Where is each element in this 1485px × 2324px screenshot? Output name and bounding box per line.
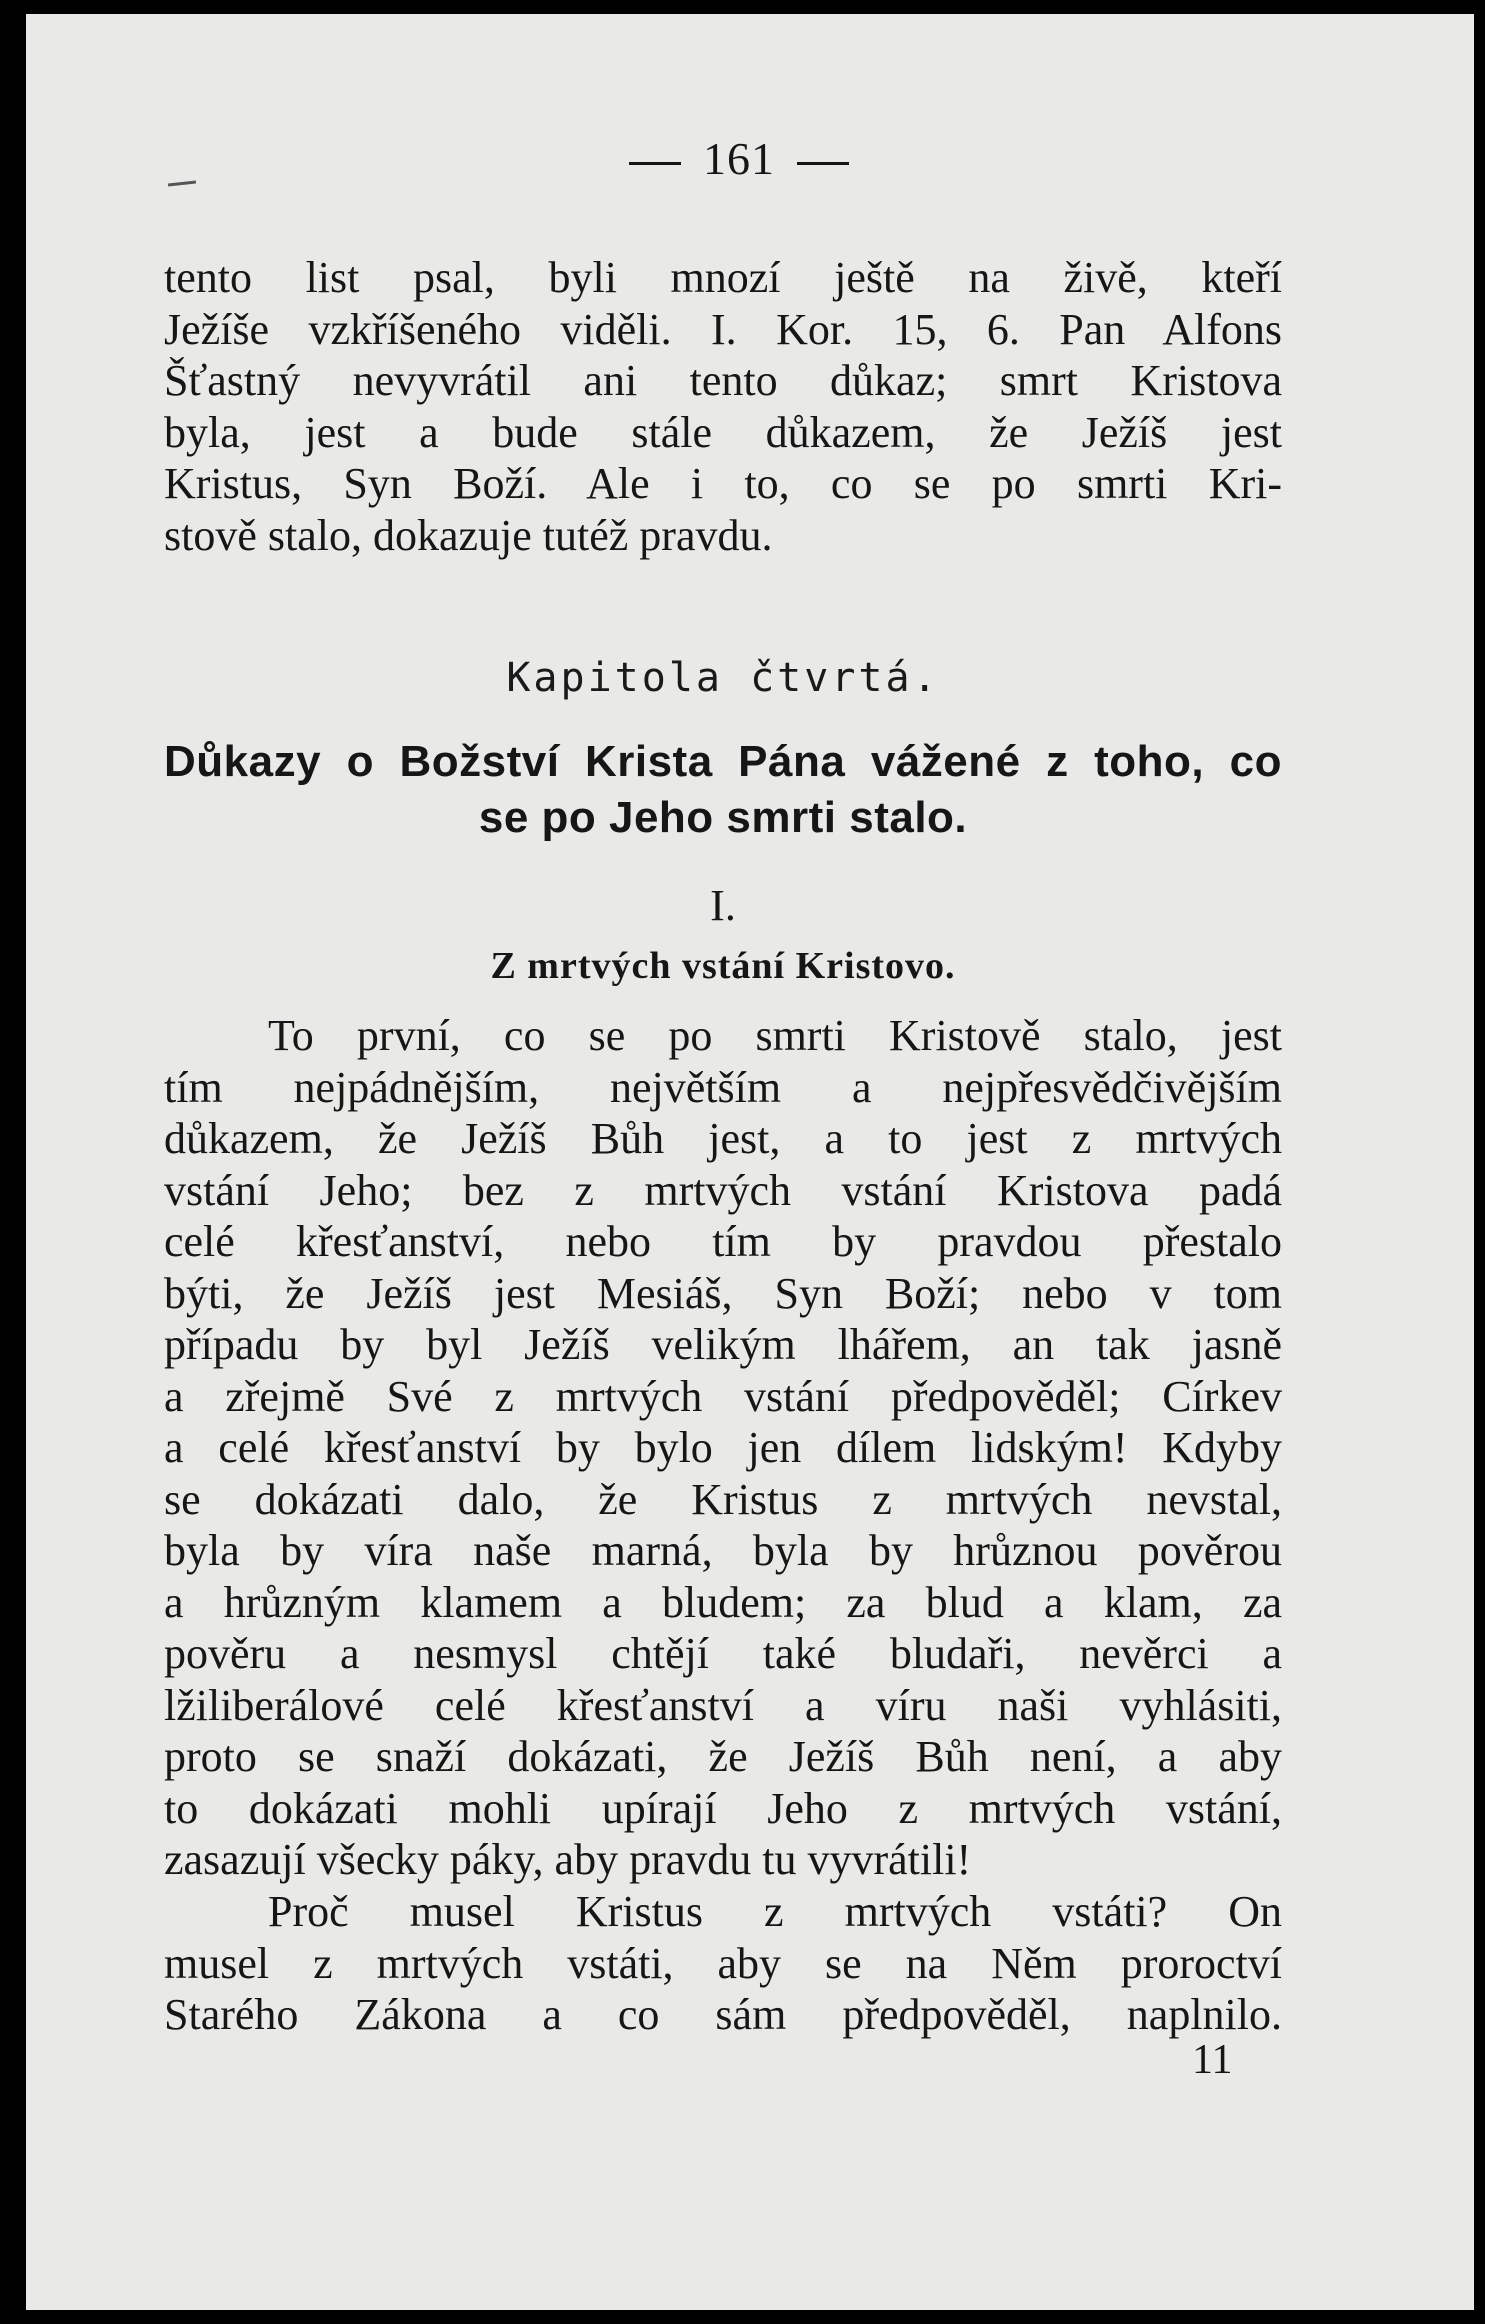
text-line: lžiliberálové celé křesťanství a víru naši vyhlásiti, xyxy=(164,1680,1282,1730)
text-line: se dokázati dalo, že Kristus z mrtvých nevstal, xyxy=(164,1474,1282,1524)
text-line: Šťastný nevyvrátil ani tento důkaz; smrt Kristova xyxy=(164,356,1282,405)
text-line: a celé křesťanství by bylo jen dílem lidským! Kdyby xyxy=(164,1423,1282,1472)
section-title: Z mrtvých vstání Kristovo. xyxy=(490,945,956,987)
text-line: celé křesťanství, nebo tím by pravdou přestalo xyxy=(164,1217,1282,1266)
text-line: proto se snaží dokázati, že Ježíš Bůh není, a aby xyxy=(164,1732,1282,1781)
heading-line-1: Důkazy o Božství Krista Pána vážené z toho, co xyxy=(164,737,1282,786)
text-line: býti, že Ježíš jest Mesiáš, Syn Boží; nebo v tom xyxy=(164,1268,1282,1318)
text-line: byla, jest a bude stále důkazem, že Ježíš jest xyxy=(164,407,1282,457)
text-line: důkazem, že Ježíš Bůh jest, a to jest z mrtvých xyxy=(164,1114,1282,1163)
text-line: Ježíše vzkříšeného viděli. I. Kor. 15, 6. Pan Alfons xyxy=(164,304,1282,354)
text-line: to dokázati mohli upírají Jeho z mrtvých vstání, xyxy=(164,1783,1282,1833)
text-line: tím nejpádnějším, největším a nejpřesvědčivějším xyxy=(164,1062,1282,1112)
dash-right xyxy=(797,162,849,165)
signature-mark: 11 xyxy=(1192,2037,1233,2083)
text-line: tento list psal, byli mnozí ještě na živě, kteří xyxy=(164,253,1282,302)
text-line: Starého Zákona a co sám předpověděl, naplnilo. xyxy=(164,1990,1282,2039)
text-line: To první, co se po smrti Kristově stalo, jest xyxy=(268,1011,1282,1060)
text-line: pověru a nesmysl chtějí také bludaři, nevěrci a xyxy=(164,1629,1282,1678)
heading-line-2: se po Jeho smrti stalo. xyxy=(478,793,968,842)
text-line: vstání Jeho; bez z mrtvých vstání Kristova padá xyxy=(164,1165,1282,1215)
book-page xyxy=(26,14,1474,2310)
text-line: Kristus, Syn Boží. Ale i to, co se po smrti Kri- xyxy=(164,459,1282,508)
paragraph-top xyxy=(164,252,1282,561)
page-number xyxy=(164,132,1314,185)
page-number-text: 161 xyxy=(703,133,775,184)
text-line: stově stalo, dokazuje tutéž pravdu. xyxy=(164,510,773,560)
section-number: I. xyxy=(710,881,736,930)
text-line: a hrůzným klamem a bludem; za blud a klam, za xyxy=(164,1577,1282,1627)
text-line: byla by víra naše marná, byla by hrůznou pověrou xyxy=(164,1526,1282,1575)
text-line: Proč musel Kristus z mrtvých vstáti? On xyxy=(268,1887,1282,1936)
text-line: případu by byl Ježíš velikým lhářem, an tak jasně xyxy=(164,1320,1282,1369)
paragraph-last xyxy=(164,1886,1282,2041)
chapter-label: Kapitola čtvrtá. xyxy=(506,655,940,701)
dash-left xyxy=(629,162,681,165)
text-line: zasazují všecky páky, aby pravdu tu vyvrátili! xyxy=(164,1835,972,1884)
text-line: a zřejmě Své z mrtvých vstání předpověděl; Církev xyxy=(164,1371,1282,1421)
text-line: musel z mrtvých vstáti, aby se na Něm proroctví xyxy=(164,1938,1282,1988)
paragraph-main xyxy=(164,1010,1282,1886)
chapter-heading xyxy=(164,734,1282,846)
